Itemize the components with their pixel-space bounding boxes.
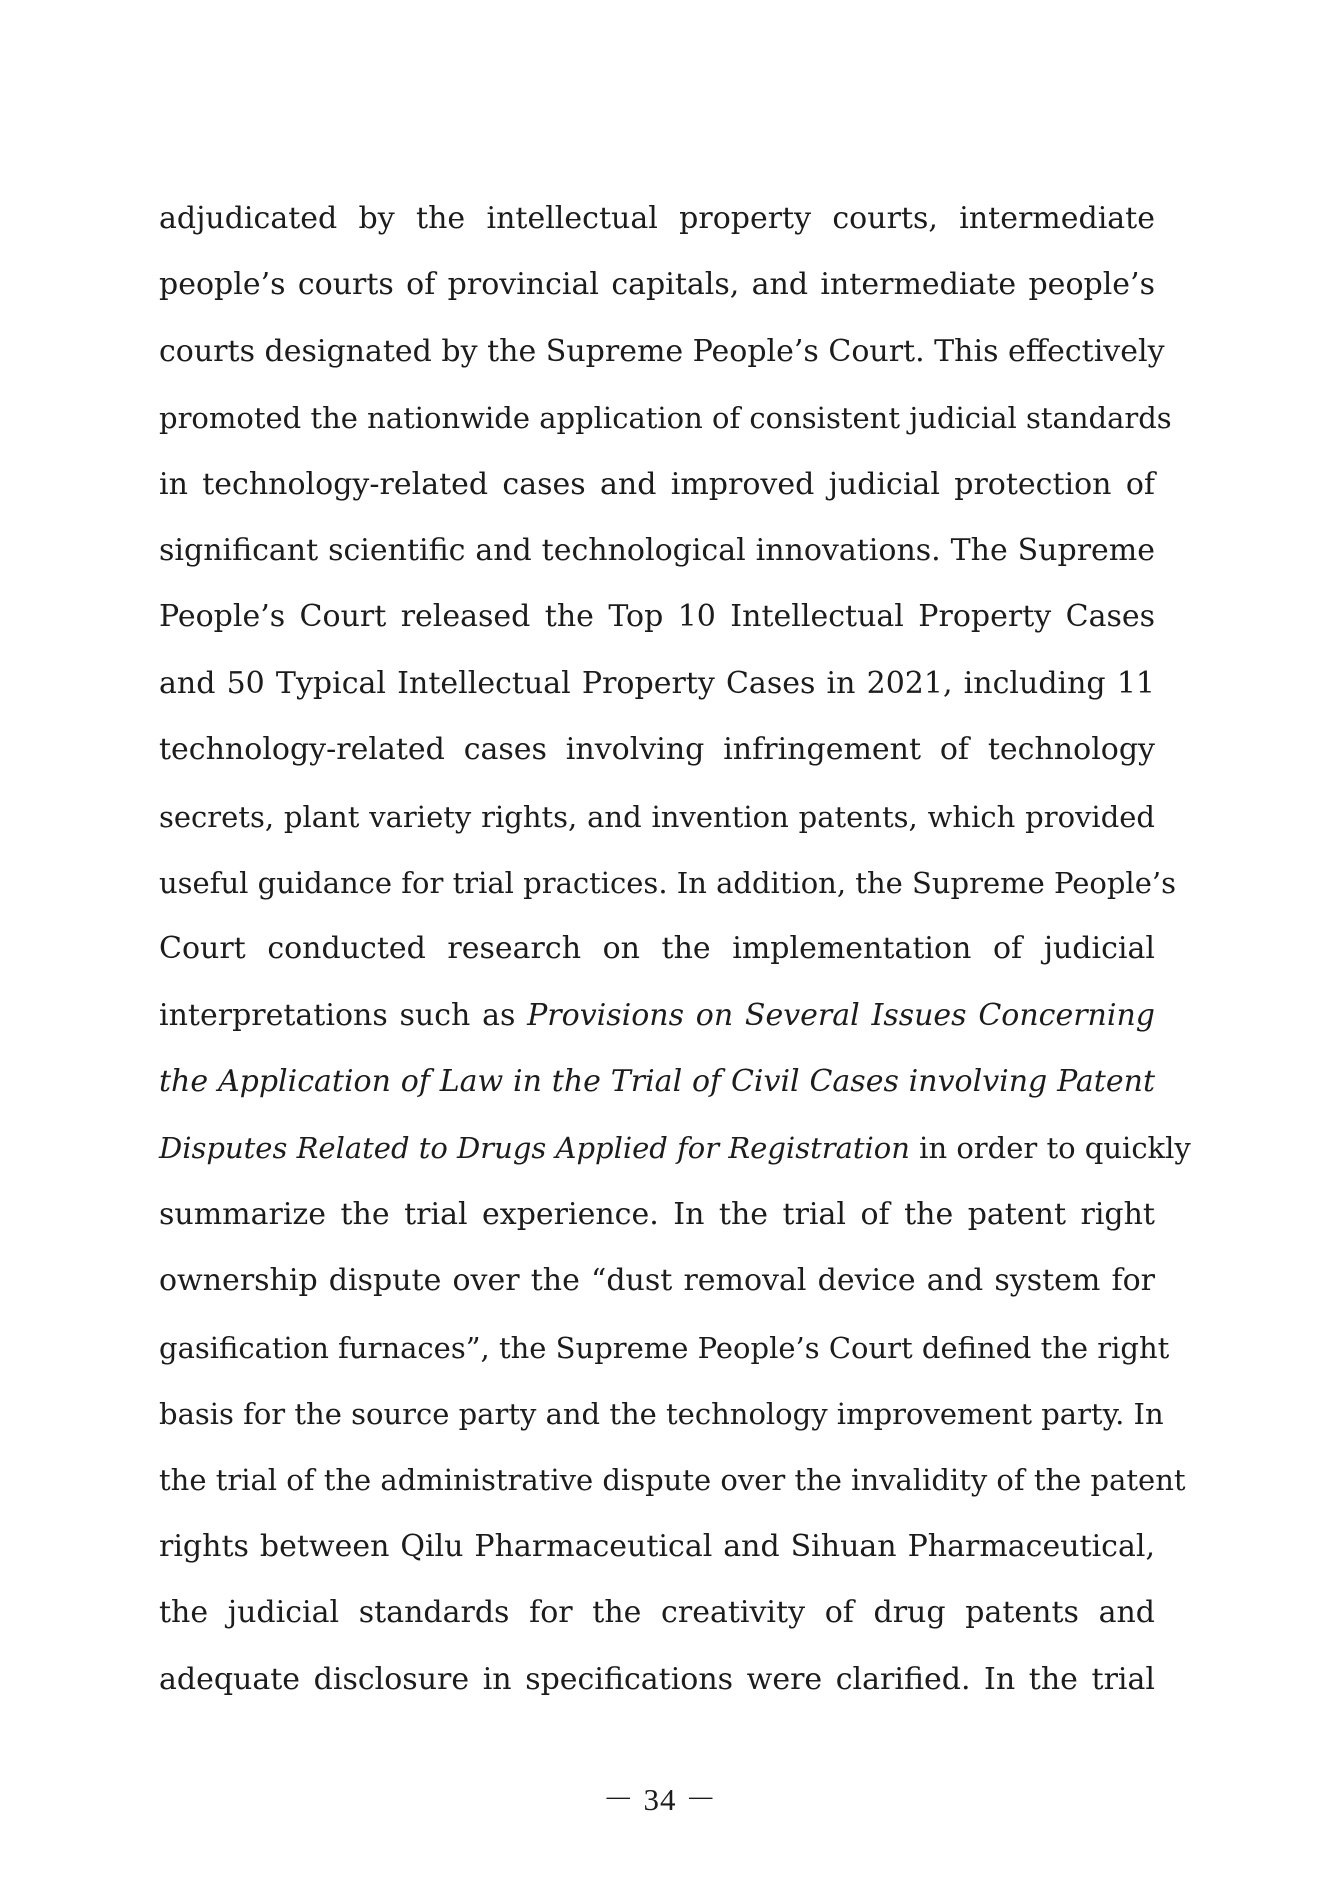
- text-line: people’s courts of provincial capitals, and intermediate people’s: [159, 267, 1155, 303]
- text-line: courts designated by the Supreme People’s Court. This effectively: [159, 333, 1165, 369]
- italic-title: Disputes Related to Drugs Applied for Registration: [159, 1131, 910, 1166]
- italic-title: Provisions on Several Issues Concerning: [527, 997, 1156, 1033]
- text-line: adjudicated by the intellectual property courts, intermediate: [159, 201, 1155, 236]
- page-number: － 34 －: [602, 1782, 718, 1817]
- text-line: the trial of the administrative dispute over the invalidity of the patent: [159, 1463, 1186, 1498]
- text-line: significant scientific and technological innovations. The Supreme: [159, 532, 1155, 568]
- text-line: summarize the trial experience. In the trial of the patent right: [159, 1196, 1155, 1232]
- text-line: promoted the nationwide application of consistent judicial standards: [159, 401, 1172, 436]
- text-line: gasification furnaces”, the Supreme People’s Court defined the right: [159, 1330, 1170, 1365]
- text-line: in technology-related cases and improved judicial protection of: [159, 466, 1155, 502]
- text-line: technology-related cases involving infringement of technology: [159, 732, 1155, 768]
- text-line-end: in order to quickly: [909, 1131, 1191, 1166]
- text-line: [159, 1115, 1191, 1181]
- text-line: ownership dispute over the “dust removal device and system for: [159, 1263, 1155, 1299]
- text-line: [159, 1049, 1155, 1115]
- text-line: Court conducted research on the implementation of judicial: [159, 931, 1155, 967]
- text-line: People’s Court released the Top 10 Intellectual Property Cases: [159, 599, 1155, 635]
- text-line: secrets, plant variety rights, and invention patents, which provided: [159, 799, 1155, 834]
- text-line: adequate disclosure in specifications were clarified. In the trial: [159, 1661, 1155, 1697]
- italic-title: the Application of Law in the Trial of Civil Cases involving Patent: [159, 1064, 1155, 1100]
- text-line-start: interpretations such as: [159, 997, 528, 1033]
- text-line: the judicial standards for the creativity of drug patents and: [159, 1595, 1155, 1631]
- body-paragraph: [159, 186, 1191, 1713]
- text-line: [159, 983, 1155, 1049]
- text-line: rights between Qilu Pharmaceutical and Sihuan Pharmaceutical,: [159, 1528, 1155, 1564]
- text-line: and 50 Typical Intellectual Property Cases in 2021, including 11: [159, 665, 1155, 701]
- text-line: basis for the source party and the technology improvement party. In: [159, 1397, 1164, 1432]
- text-line: useful guidance for trial practices. In addition, the Supreme People’s: [159, 865, 1176, 900]
